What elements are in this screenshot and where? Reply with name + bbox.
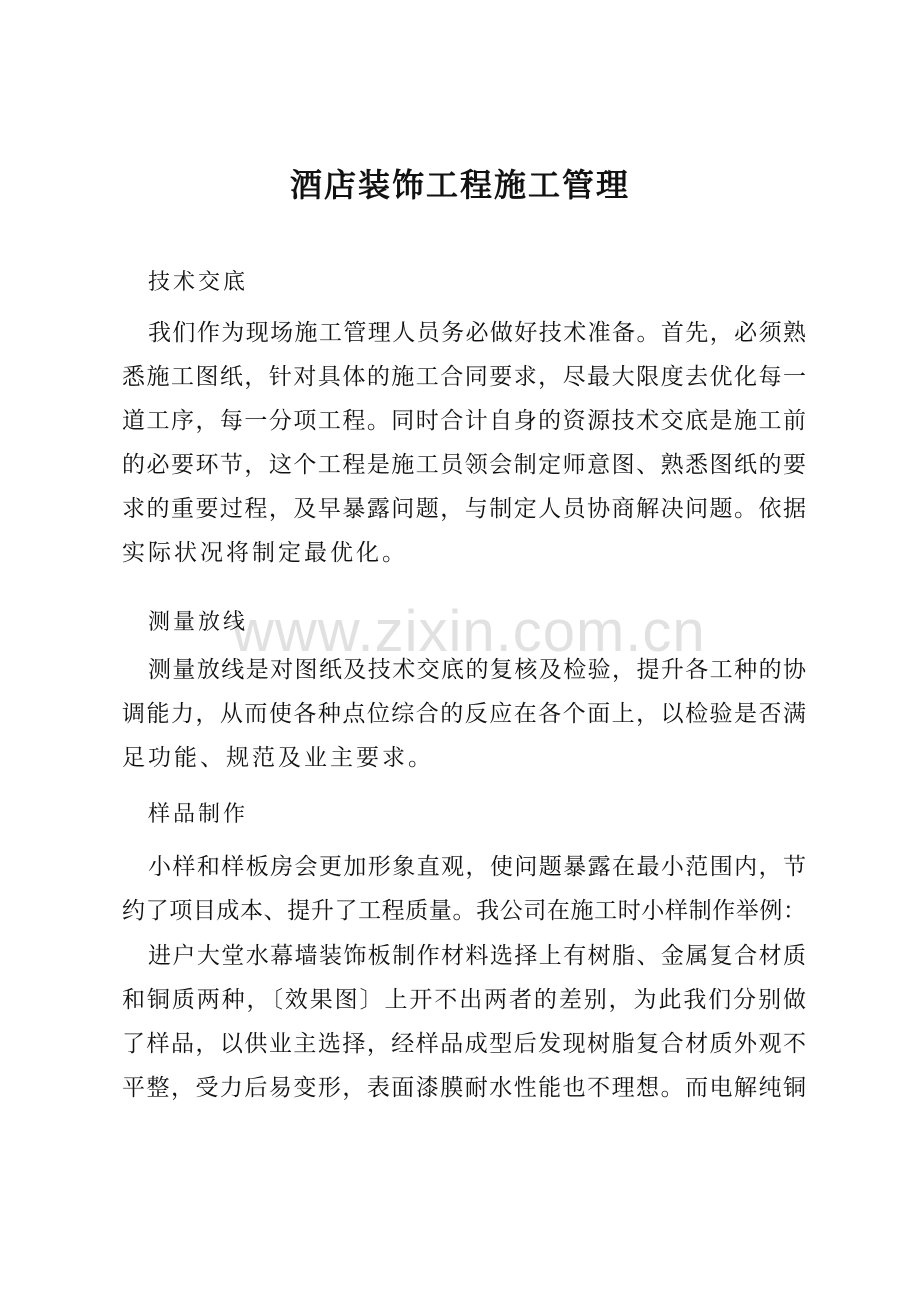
- paragraph-sample-making: [122, 845, 806, 933]
- text-line: 的必要环节，这个工程是施工员领会制定师意图、熟悉图纸的要: [122, 452, 806, 478]
- text-line: 和铜质两种，〔效果图〕上开不出两者的差别，为此我们分别做: [122, 987, 806, 1013]
- text-line: 我们作为现场施工管理人员务必做好技术准备。首先，必须熟: [148, 320, 806, 346]
- text-line: 悉施工图纸，针对具体的施工合同要求，尽最大限度去优化每一: [122, 364, 806, 390]
- text-line: 小样和样板房会更加形象直观，使问题暴露在最小范围内，节: [148, 854, 806, 880]
- section-heading-survey-layout: 测量放线: [148, 610, 249, 635]
- watermark: www.zixin.com.cn: [232, 599, 706, 664]
- text-line: 调能力，从而使各种点位综合的反应在各个面上，以检验是否满: [122, 701, 806, 727]
- paragraph-sample-example: [122, 934, 806, 1110]
- document-title: 酒店装饰工程施工管理: [289, 166, 630, 204]
- text-line: 道工序，每一分项工程。同时合计自身的资源技术交底是施工前: [122, 408, 806, 434]
- text-line: 足功能、规范及业主要求。: [122, 745, 434, 771]
- text-line: 实际状况将制定最优化。: [122, 540, 408, 566]
- paragraph-survey-layout: [122, 648, 806, 780]
- text-line: 了样品，以供业主选择，经样品成型后发现树脂复合材质外观不: [122, 1031, 806, 1057]
- text-line: 测量放线是对图纸及技术交底的复核及检验，提升各工种的协: [148, 657, 806, 683]
- text-line: 进户大堂水幕墙装饰板制作材料选择上有树脂、金属复合材质: [148, 943, 806, 969]
- text-line: 求的重要过程，及早暴露问题，与制定人员协商解决问题。依据: [122, 496, 806, 522]
- section-heading-technical-briefing: 技术交底: [148, 270, 249, 295]
- text-line: 平整，受力后易变形，表面漆膜耐水性能也不理想。而电解纯铜: [122, 1075, 806, 1101]
- paragraph-technical-briefing: [122, 311, 806, 575]
- section-heading-sample-making: 样品制作: [148, 802, 249, 827]
- text-line: 约了项目成本、提升了工程质量。我公司在施工时小样制作举例：: [122, 898, 806, 924]
